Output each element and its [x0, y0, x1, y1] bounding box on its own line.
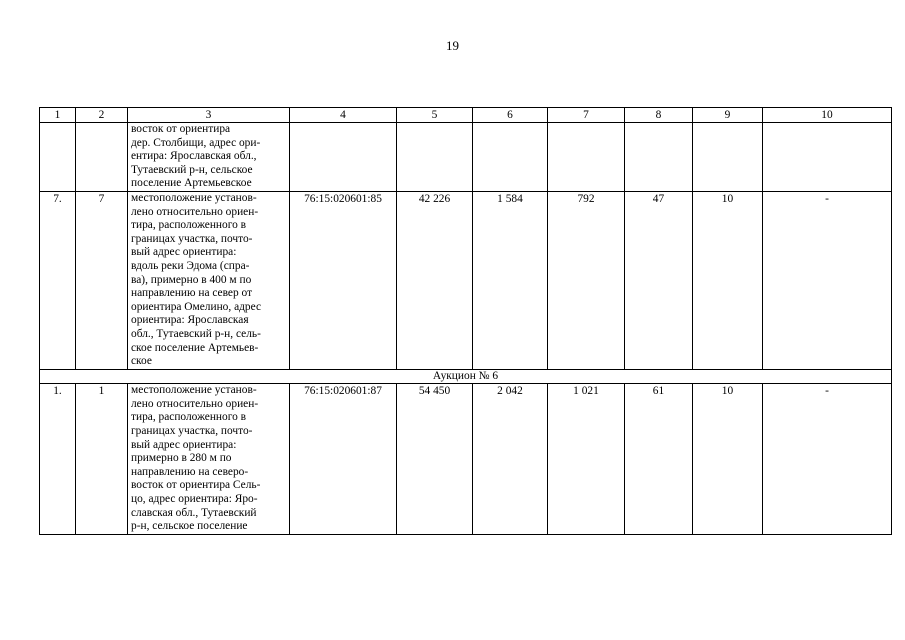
- desc-line: направлению на северо-: [131, 465, 249, 478]
- empty-cell: [625, 123, 693, 192]
- header-cell: 6: [473, 108, 548, 123]
- row-index: 1.: [40, 384, 76, 535]
- table-row: [40, 384, 892, 535]
- header-cell: 7: [548, 108, 625, 123]
- desc-line: поселение Артемьевское: [131, 177, 252, 190]
- value-cell: 2 042: [473, 384, 548, 535]
- desc-line: вдоль реки Эдома (спра-: [131, 259, 250, 272]
- value-cell: 54 450: [397, 384, 473, 535]
- header-cell: 8: [625, 108, 693, 123]
- desc-line: восток от ориентира: [131, 123, 231, 135]
- value-cell: 10: [693, 191, 763, 369]
- desc-line: границах участка, почто-: [131, 232, 253, 245]
- value-cell: -: [763, 191, 892, 369]
- desc-line: ориентира Омелино, адрес: [131, 300, 262, 313]
- page-number: 19: [446, 38, 459, 53]
- header-cell: 3: [128, 108, 290, 123]
- desc-line: примерно в 280 м по: [131, 452, 232, 465]
- cadastral-number: 76:15:020601:87: [290, 384, 397, 535]
- header-cell: 9: [693, 108, 763, 123]
- desc-line: вый адрес ориентира:: [131, 246, 237, 259]
- empty-cell: [473, 123, 548, 192]
- desc-line: обл., Тутаевский р-н, сель-: [131, 327, 261, 340]
- empty-cell: [763, 123, 892, 192]
- desc-line: ское: [131, 355, 152, 368]
- value-cell: 1 021: [548, 384, 625, 535]
- table-row: [40, 191, 892, 369]
- desc-line: р-н, сельское поселение: [131, 520, 248, 533]
- empty-cell: [548, 123, 625, 192]
- auction-section-row: [40, 369, 892, 384]
- value-cell: 10: [693, 384, 763, 535]
- location-description: [128, 191, 290, 369]
- value-cell: 47: [625, 191, 693, 369]
- lot-number: 1: [76, 384, 128, 535]
- value-cell: 792: [548, 191, 625, 369]
- location-description: [128, 123, 290, 192]
- desc-line: восток от ориентира Сель-: [131, 479, 261, 492]
- desc-line: тира, расположенного в: [131, 411, 247, 424]
- header-cell: 5: [397, 108, 473, 123]
- desc-line: Тутаевский р-н, сельское: [131, 163, 253, 176]
- header-row: [40, 108, 892, 123]
- desc-line: лено относительно ориен-: [131, 205, 259, 218]
- empty-cell: [397, 123, 473, 192]
- desc-line: ва), примерно в 400 м по: [131, 273, 252, 286]
- lots-table: [39, 107, 892, 535]
- desc-line: ентира: Ярославская обл.,: [131, 150, 257, 163]
- header-cell: 4: [290, 108, 397, 123]
- desc-line: дер. Столбищи, адрес ори-: [131, 136, 261, 149]
- cadastral-number: 76:15:020601:85: [290, 191, 397, 369]
- row-index: 7.: [40, 191, 76, 369]
- location-description: [128, 384, 290, 535]
- value-cell: 61: [625, 384, 693, 535]
- desc-line: местоположение установ-: [131, 191, 257, 204]
- header-cell: 10: [763, 108, 892, 123]
- desc-line: вый адрес ориентира:: [131, 438, 237, 451]
- lot-number: 7: [76, 191, 128, 369]
- desc-line: славская обл., Тутаевский: [131, 506, 257, 519]
- desc-line: лено относительно ориен-: [131, 397, 259, 410]
- desc-line: местоположение установ-: [131, 384, 257, 397]
- empty-cell: [693, 123, 763, 192]
- empty-cell: [40, 123, 76, 192]
- header-cell: 2: [76, 108, 128, 123]
- empty-cell: [290, 123, 397, 192]
- desc-line: ское поселение Артемьев-: [131, 341, 259, 354]
- header-cell: 1: [40, 108, 76, 123]
- desc-line: тира, расположенного в: [131, 219, 247, 232]
- desc-line: направлению на север от: [131, 287, 253, 300]
- auction-title: Аукцион № 6: [40, 369, 892, 384]
- table-row: [40, 123, 892, 192]
- desc-line: границах участка, почто-: [131, 425, 253, 438]
- value-cell: 1 584: [473, 191, 548, 369]
- desc-line: цо, адрес ориентира: Яро-: [131, 493, 258, 506]
- value-cell: 42 226: [397, 191, 473, 369]
- value-cell: -: [763, 384, 892, 535]
- desc-line: ориентира: Ярославская: [131, 314, 249, 327]
- empty-cell: [76, 123, 128, 192]
